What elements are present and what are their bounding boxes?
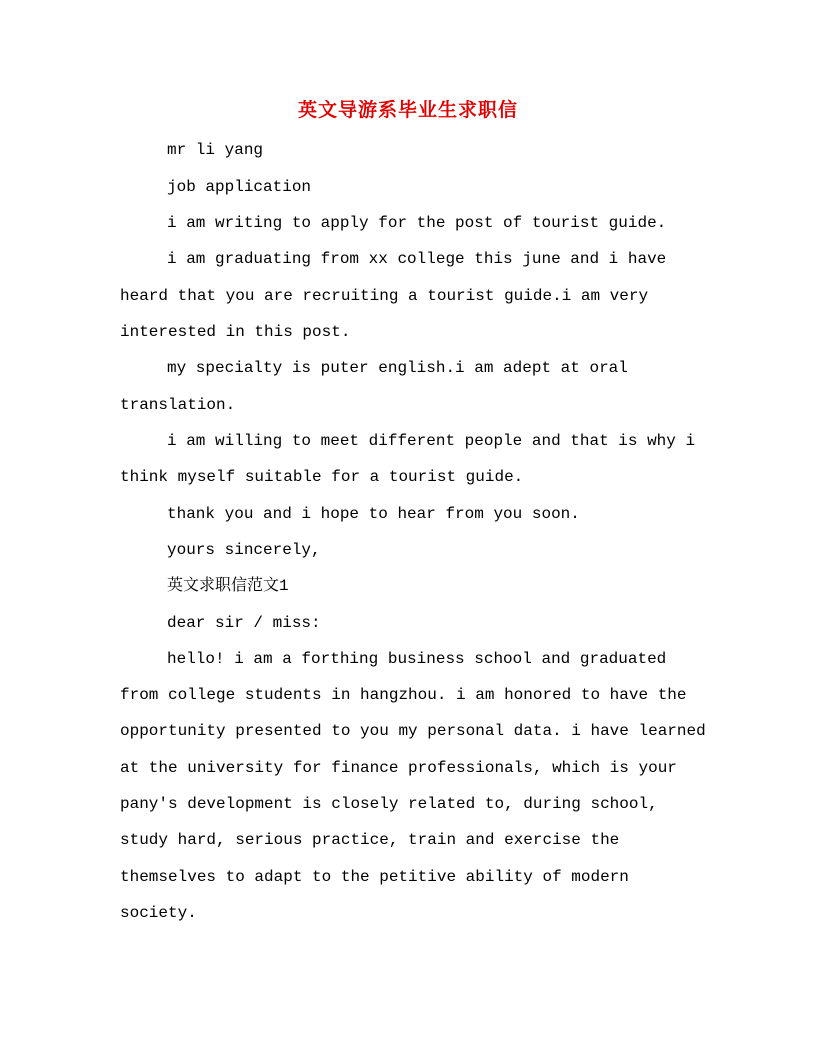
text-line: heard that you are recruiting a tourist guide.i am very (120, 287, 649, 305)
text-line: mr li yang (167, 141, 264, 159)
text-line: pany's development is closely related to, during school, (120, 795, 658, 813)
text-line: dear sir / miss: (167, 614, 321, 632)
text-line: study hard, serious practice, train and exercise the (120, 831, 620, 849)
text-line: my specialty is puter english.i am adept at oral (167, 359, 628, 377)
text-line: i am willing to meet different people and that is why i (167, 432, 696, 450)
text-line: i am writing to apply for the post of tourist guide. (167, 214, 667, 232)
text-line: i am graduating from xx college this june and i have (167, 250, 667, 268)
text-line: themselves to adapt to the petitive ability of modern (120, 868, 629, 886)
text-line: from college students in hangzhou. i am honored to have the (120, 686, 687, 704)
text-line: translation. (120, 396, 236, 414)
text-line: opportunity presented to you my personal data. i have learned (120, 722, 706, 740)
text-line: 英文求职信范文1 (167, 577, 289, 595)
text-line: think myself suitable for a tourist guide. (120, 468, 524, 486)
text-line: interested in this post. (120, 323, 351, 341)
text-line: at the university for finance professionals, which is your (120, 759, 677, 777)
text-line: job application (167, 178, 312, 196)
document-title: 英文导游系毕业生求职信 (297, 99, 518, 121)
text-line: thank you and i hope to hear from you soon. (167, 505, 580, 523)
text-line: society. (120, 904, 197, 922)
text-line: yours sincerely, (167, 541, 321, 559)
text-line: hello! i am a forthing business school and graduated (167, 650, 667, 668)
